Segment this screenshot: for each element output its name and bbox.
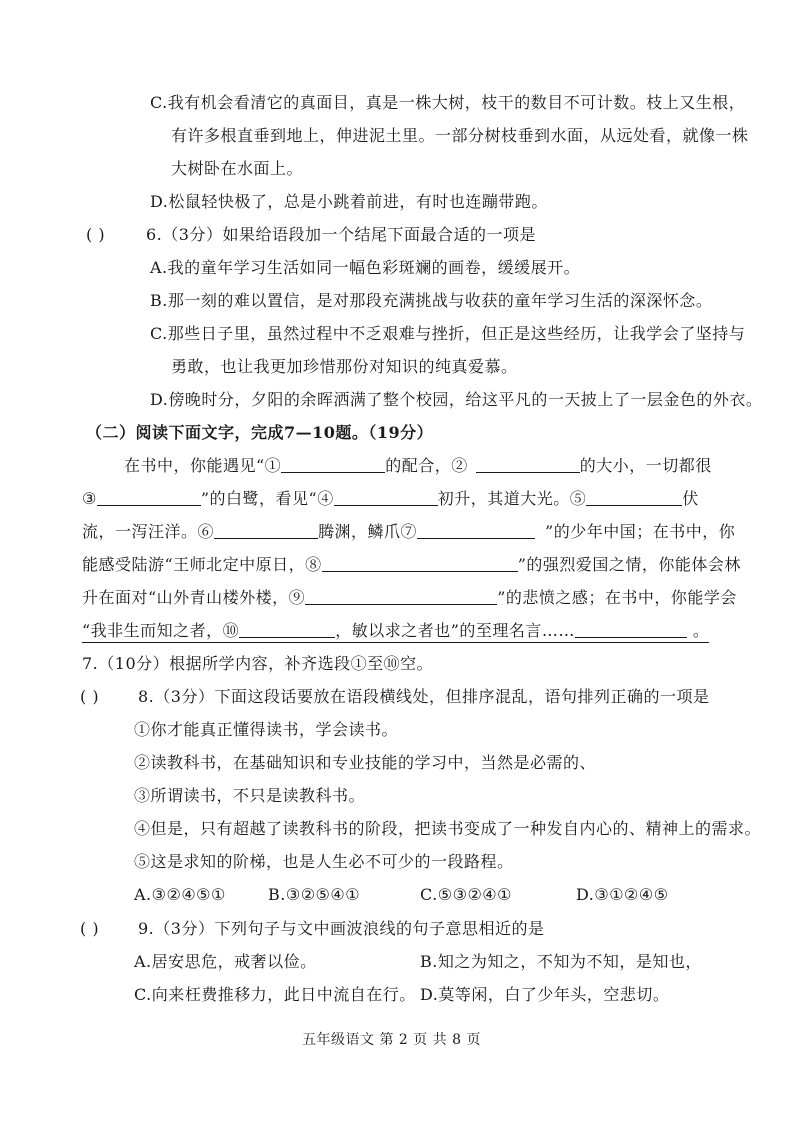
passage-l1-text-a: 在书中，你能遇见“① bbox=[124, 456, 282, 475]
blank-4[interactable] bbox=[334, 489, 438, 506]
q6-stem: 6.（3分）如果给语段加一个结尾下面最合适的一项是 bbox=[146, 225, 536, 244]
passage-line4 bbox=[82, 554, 741, 576]
q8-option-d: D.③①②④⑤ bbox=[576, 885, 669, 904]
passage-l6-text-a: “我非生而知之者，⑩ bbox=[82, 621, 240, 640]
passage-l5-text-a: 升在面对“山外青山楼外楼，⑨ bbox=[82, 588, 306, 607]
passage-line5 bbox=[82, 587, 737, 609]
blank-9[interactable] bbox=[305, 588, 497, 605]
q8-option-a: A.③②④⑤① bbox=[134, 885, 226, 904]
q9-answer-bracket[interactable]: ( ) bbox=[80, 919, 100, 938]
passage-l2-text-b: ”的白鹭，看见“④ bbox=[200, 489, 334, 508]
passage-l4-text-a: 能感受陆游“王师北定中原日，⑧ bbox=[82, 555, 322, 574]
q9-option-b: B.知之为知之，不知为不知，是知也， bbox=[420, 952, 702, 971]
q6-option-c-line2: 勇敢，也让我更加珍惜那份对知识的纯真爱慕。 bbox=[171, 357, 518, 376]
q9-stem: 9.（3分）下列句子与文中画波浪线的句子意思相近的是 bbox=[138, 919, 545, 938]
q9-option-c: C.向来枉费推移力，此日中流自在行。 bbox=[134, 985, 416, 1004]
q8-sentence-3: ③所谓读书，不只是读教科书。 bbox=[134, 786, 366, 805]
q8-sentence-5: ⑤这是求知的阶梯，也是人生必不可少的一段路程。 bbox=[134, 852, 514, 871]
passage-l6-text-c: 。 bbox=[692, 621, 710, 640]
blank-10[interactable] bbox=[239, 621, 335, 638]
q8-sentence-2: ②读教科书，在基础知识和专业技能的学习中，当然是必需的、 bbox=[134, 753, 597, 772]
blank-7[interactable] bbox=[417, 522, 535, 539]
q8-sentence-4: ④但是，只有超越了读教科书的阶段，把读书变成了一种发自内心的、精神上的需求。 bbox=[134, 819, 762, 838]
passage-l5-text-b: ”的悲愤之感；在书中，你能学会 bbox=[497, 588, 737, 607]
q7-text: 7.（10分）根据所学内容，补齐选段①至⑩空。 bbox=[82, 654, 434, 673]
blank-2[interactable] bbox=[476, 456, 580, 473]
passage-l2-text-d: 伏 bbox=[682, 489, 699, 508]
blank-6[interactable] bbox=[214, 522, 318, 539]
passage-l3-text-c: ”的少年中国；在书中，你 bbox=[545, 522, 736, 541]
q8-sentence-1: ①你才能真正懂得读书，学会读书。 bbox=[134, 720, 399, 739]
blank-passage-end[interactable] bbox=[575, 621, 687, 638]
blank-5[interactable] bbox=[586, 489, 682, 506]
q6-answer-bracket[interactable]: ( ) bbox=[86, 225, 106, 244]
page-footer: 五年级语文 第 2 页 共 8 页 bbox=[302, 1032, 482, 1048]
q8-answer-bracket[interactable]: ( ) bbox=[80, 687, 100, 706]
q5-option-c-line1: C.我有机会看清它的真面目，真是一株大树，枝干的数目不可计数。枝上又生根， bbox=[150, 93, 746, 112]
blank-3[interactable] bbox=[97, 489, 201, 506]
q9-option-a: A.居安思危，戒奢以俭。 bbox=[134, 952, 317, 971]
q5-option-c-line3: 大树卧在水面上。 bbox=[171, 159, 304, 178]
passage-line6 bbox=[82, 620, 709, 643]
q5-option-d: D.松鼠轻快极了，总是小跳着前进，有时也连蹦带跑。 bbox=[150, 192, 548, 211]
passage-l2-text-a: ③ bbox=[82, 489, 97, 508]
q8-option-c: C.⑤③②④① bbox=[420, 885, 512, 904]
q9-option-d: D.莫等闲，白了少年头，空悲切。 bbox=[420, 985, 670, 1004]
passage-line3 bbox=[82, 521, 735, 543]
blank-1[interactable] bbox=[281, 456, 385, 473]
q6-option-a: A.我的童年学习生活如同一幅色彩斑斓的画卷，缓缓展开。 bbox=[150, 258, 581, 277]
q8-stem: 8.（3分）下面这段话要放在语段横线处，但排序混乱，语句排列正确的一项是 bbox=[138, 687, 710, 706]
q5-option-c-line2: 有许多根直垂到地上，伸进泥土里。一部分树枝垂到水面，从远处看，就像一株 bbox=[171, 126, 749, 145]
passage-l2-text-c: 初升，其道大光。⑤ bbox=[437, 489, 587, 508]
q6-option-b: B.那一刻的难以置信，是对那段充满挑战与收获的童年学习生活的深深怀念。 bbox=[150, 291, 713, 310]
passage-l1-text-b: 的配合，② bbox=[385, 456, 468, 475]
passage-line1 bbox=[124, 455, 712, 477]
section2-heading: （二）阅读下面文字，完成7—10题。（19分） bbox=[86, 423, 434, 442]
passage-l3-text-b: 腾渊，鳞爪⑦ bbox=[318, 522, 418, 541]
q6-option-d: D.傍晚时分，夕阳的余晖洒满了整个校园，给这平凡的一天披上了一层金色的外衣。 bbox=[150, 390, 763, 409]
passage-l6-text-b: ，敏以求之者也”的至理名言…… bbox=[335, 621, 575, 640]
passage-l1-text-c: 的大小，一切都很 bbox=[579, 456, 712, 475]
q6-option-c-line1: C.那些日子里，虽然过程中不乏艰难与挫折，但正是这些经历，让我学会了坚持与 bbox=[150, 324, 746, 343]
passage-l3-text-a: 流，一泻汪洋。⑥ bbox=[82, 522, 215, 541]
passage-l4-text-b: ”的强烈爱国之情，你能体会林 bbox=[517, 555, 741, 574]
blank-8[interactable] bbox=[322, 555, 518, 572]
q8-option-b: B.③②⑤④① bbox=[268, 885, 361, 904]
passage-line2 bbox=[82, 488, 699, 510]
